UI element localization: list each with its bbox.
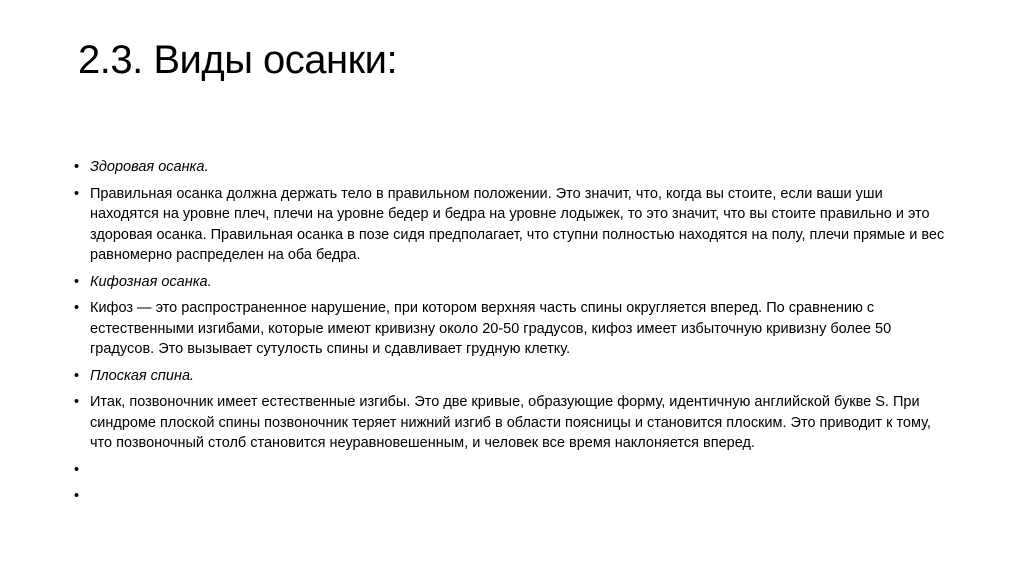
bullet-icon: •: [74, 300, 80, 316]
slide-title: 2.3. Виды осанки:: [78, 38, 398, 82]
bullet-text: Кифозная осанка.: [90, 273, 212, 290]
bullet-item-kyphosis-heading: [72, 272, 952, 293]
bullet-item-flatback-body: [72, 392, 952, 454]
bullet-item-healthy-body: [72, 184, 952, 266]
bullet-text: Плоская спина.: [90, 367, 195, 384]
bullet-text: Кифоз — это распространенное нарушение, при котором верхняя часть спины округляется вперед. По сравнению с естественными изгибами, которые имеют кривизну около 20-50 градусов, кифоз имеет избыточную кривизну более 50 градусов. Это вызывает сутулость спины и сдавливает грудную клетку.: [90, 300, 892, 357]
bullet-item-empty: [72, 486, 952, 507]
bullet-text: Здоровая осанка.: [90, 159, 209, 175]
bullet-icon: •: [74, 159, 80, 175]
bullet-icon: •: [74, 461, 80, 478]
bullet-item-kyphosis-body: [72, 298, 952, 360]
bullet-icon: •: [74, 488, 80, 504]
bullet-item-empty: [72, 460, 952, 481]
bullet-text: Итак, позвоночник имеет естественные изгибы. Это две кривые, образующие форму, идентичную английской букве S. При синдроме плоской спины позвоночник теряет нижний изгиб в области поясницы и становится плоским. Это приводит к тому, что позвоночный столб становится неуравновешенным, и человек все время наклоняется вперед.: [90, 394, 931, 451]
bullet-icon: •: [74, 185, 80, 202]
bullet-item-healthy-heading: [72, 157, 952, 178]
bullet-item-flatback-heading: [72, 366, 952, 387]
bullet-icon: •: [74, 273, 80, 290]
bullet-icon: •: [74, 394, 80, 410]
bullet-list: [72, 157, 952, 513]
bullet-icon: •: [74, 367, 80, 384]
bullet-text: Правильная осанка должна держать тело в правильном положении. Это значит, что, когда вы стоите, если ваши уши находятся на уровне плеч, плечи на уровне бедер и бедра на уровне лодыжек, то это значит, что вы стоите правильно и это здоровая осанка. Правильная осанка в позе сидя предполагает, что ступни полностью находятся на полу, плечи прямые и вес равномерно распределен на оба бедра.: [90, 185, 945, 263]
